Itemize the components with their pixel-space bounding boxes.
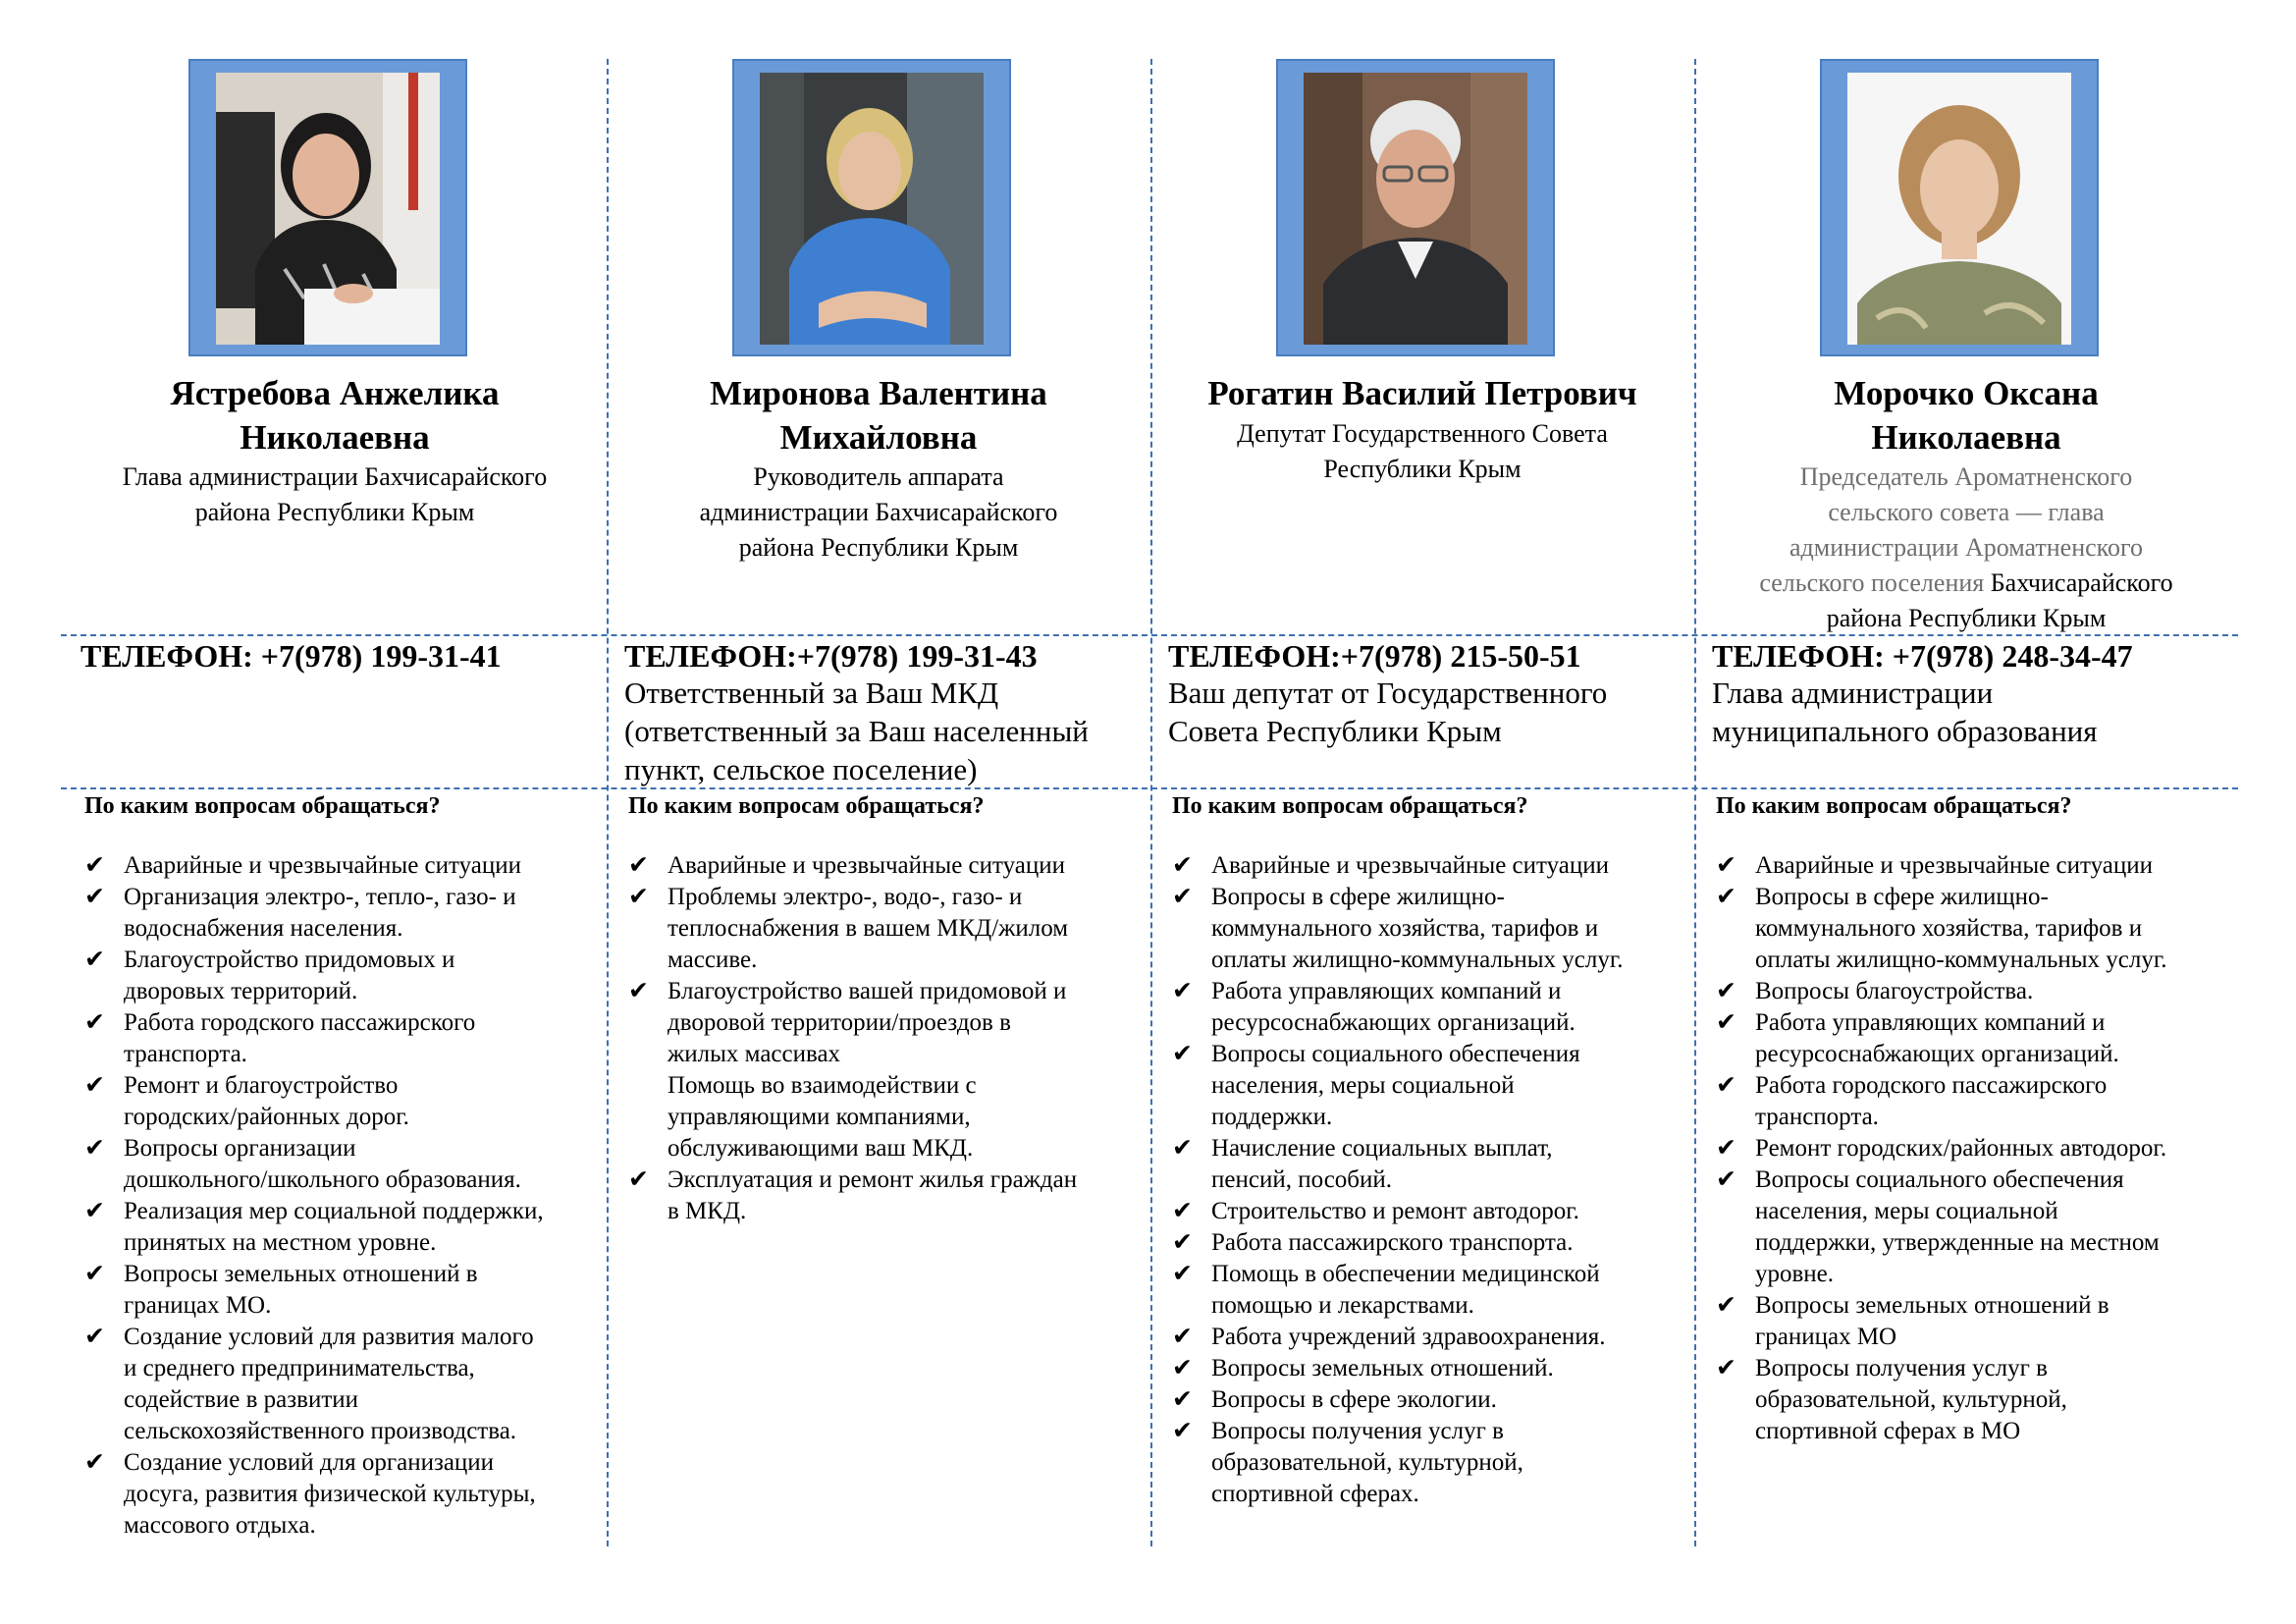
check-mark-icon: ✔: [1716, 884, 1736, 910]
list-item: ✔ Вопросы в сфере экологии.: [1172, 1384, 1684, 1416]
check-mark-icon: ✔: [628, 1166, 649, 1193]
check-mark-icon: ✔: [1716, 978, 1736, 1004]
check-mark-icon: ✔: [84, 947, 105, 973]
list-item: ✔ Вопросы получения услуг в образовательной, культурной, спортивной сферах.: [1172, 1418, 1523, 1507]
list-item: ✔ Аварийные и чрезвычайные ситуации: [84, 850, 597, 882]
column-divider-1: [607, 59, 609, 1546]
check-mark-icon: ✔: [1172, 1386, 1193, 1413]
person-title: Председатель Ароматненского сельского совета — глава администрации Ароматненского сельского поселения Бахчисарайского района Республики Крым: [1759, 462, 2173, 632]
check-mark-icon: ✔: [628, 884, 649, 910]
list-item: ✔ Начисление социальных выплат, пенсий, пособий.: [1172, 1135, 1553, 1193]
phone-number: ТЕЛЕФОН: +7(978) 199-31-41: [80, 638, 502, 674]
photo-frame: [732, 59, 1011, 356]
list-item: ✔ Строительство и ремонт автодорог.: [1172, 1196, 1684, 1227]
contact-card-4: [1698, 0, 2234, 1624]
person-name: Рогатин Василий Петрович: [1207, 374, 1637, 412]
list-item: ✔ Проблемы электро-, водо-, газо- и теплоснабжения в вашем МКД/жилом массиве.: [628, 884, 1069, 973]
check-mark-icon: ✔: [1172, 1324, 1193, 1350]
list-item: ✔ Эксплуатация и ремонт жилья граждан в МКД.: [628, 1166, 1078, 1224]
topics-list: [1172, 850, 1684, 1510]
check-mark-icon: ✔: [1172, 1198, 1193, 1224]
questions-heading: По каким вопросам обращаться?: [628, 793, 985, 819]
check-mark-icon: ✔: [84, 1449, 105, 1476]
check-mark-icon: ✔: [84, 1135, 105, 1162]
list-item: ✔ Вопросы социального обеспечения населения, меры социальной поддержки, утвержденные на местном уровне.: [1716, 1166, 2160, 1287]
portrait-photo: [1304, 73, 1527, 345]
check-mark-icon: ✔: [84, 1072, 105, 1099]
list-item: ✔ Аварийные и чрезвычайные ситуации: [1172, 850, 1684, 882]
check-mark-icon: ✔: [84, 852, 105, 879]
portrait-photo: [216, 73, 440, 345]
list-item: ✔ Ремонт и благоустройство городских/районных дорог.: [84, 1072, 409, 1130]
check-mark-icon: ✔: [1172, 1355, 1193, 1381]
check-mark-icon: ✔: [84, 884, 105, 910]
check-mark-icon: ✔: [1716, 1292, 1736, 1319]
check-mark-icon: ✔: [1172, 978, 1193, 1004]
responsibility-text: Глава администрации муниципального образования: [1712, 676, 2098, 748]
list-item: ✔ Вопросы земельных отношений в границах МО: [1716, 1292, 2109, 1350]
list-item: ✔ Аварийные и чрезвычайные ситуации: [628, 850, 1141, 882]
check-mark-icon: ✔: [1716, 1072, 1736, 1099]
list-item: ✔ Создание условий для развития малого и среднего предпринимательства, содействие в развитии сельскохозяйственного производства.: [84, 1324, 534, 1444]
list-item: ✔ Вопросы благоустройства.: [1716, 976, 2228, 1007]
photo-frame: [1820, 59, 2099, 356]
check-mark-icon: ✔: [1172, 1418, 1193, 1444]
list-item: ✔ Работа пассажирского транспорта.: [1172, 1227, 1684, 1259]
check-mark-icon: ✔: [1172, 1041, 1193, 1067]
list-item: ✔ Работа управляющих компаний и ресурсоснабжающих организаций.: [1716, 1009, 2119, 1067]
check-mark-icon: ✔: [1172, 1229, 1193, 1256]
person-title: Депутат Государственного Совета Республики Крым: [1237, 419, 1608, 483]
list-item: ✔ Работа городского пассажирского транспорта.: [1716, 1072, 2108, 1130]
person-name: Морочко Оксана Николаевна: [1834, 374, 2099, 457]
list-item: ✔ Вопросы организации дошкольного/школьного образования.: [84, 1135, 521, 1193]
check-mark-icon: ✔: [628, 978, 649, 1004]
portrait-photo: [760, 73, 984, 345]
list-item: ✔ Организация электро-, тепло-, газо- и водоснабжения населения.: [84, 884, 516, 942]
check-mark-icon: ✔: [84, 1009, 105, 1036]
phone-number: ТЕЛЕФОН:+7(978) 199-31-43: [624, 638, 1038, 674]
list-item: ✔ Благоустройство вашей придомовой и дворовой территории/проездов в жилых массивах Помощь во взаимодействии с управляющими компаниями, обслуживающими ваш МКД.: [628, 978, 1067, 1162]
questions-heading: По каким вопросам обращаться?: [1716, 793, 2072, 819]
list-item: ✔ Вопросы получения услуг в образовательной, культурной, спортивной сферах в МО: [1716, 1355, 2067, 1444]
column-divider-2: [1150, 59, 1152, 1546]
check-mark-icon: ✔: [1716, 1355, 1736, 1381]
list-item: ✔ Вопросы в сфере жилищно- коммунального хозяйства, тарифов и оплаты жилищно-коммунальных услуг.: [1172, 884, 1624, 973]
responsibility-text: Ваш депутат от Государственного Совета Республики Крым: [1168, 676, 1608, 748]
list-item: ✔ Создание условий для организации досуга, развития физической культуры, массового отдыха.: [84, 1449, 536, 1539]
check-mark-icon: ✔: [1716, 852, 1736, 879]
person-title: Руководитель аппарата администрации Бахчисарайского района Республики Крым: [699, 462, 1058, 562]
responsibility-text: Ответственный за Ваш МКД (ответственный за Ваш населенный пункт, сельское поселение): [624, 676, 1089, 786]
list-item: ✔ Работа городского пассажирского транспорта.: [84, 1009, 476, 1067]
check-mark-icon: ✔: [1172, 852, 1193, 879]
check-mark-icon: ✔: [628, 852, 649, 879]
check-mark-icon: ✔: [1172, 884, 1193, 910]
check-mark-icon: ✔: [84, 1324, 105, 1350]
list-item: ✔ Работа управляющих компаний и ресурсоснабжающих организаций.: [1172, 978, 1575, 1036]
check-mark-icon: ✔: [84, 1261, 105, 1287]
check-mark-icon: ✔: [1716, 1166, 1736, 1193]
check-mark-icon: ✔: [1716, 1135, 1736, 1162]
phone-number: ТЕЛЕФОН:+7(978) 215-50-51: [1168, 638, 1581, 674]
list-item: ✔ Аварийные и чрезвычайные ситуации: [1716, 850, 2228, 882]
photo-frame: [188, 59, 467, 356]
topics-list: [84, 850, 597, 1542]
list-item: ✔ Помощь в обеспечении медицинской помощью и лекарствами.: [1172, 1261, 1600, 1319]
list-item: ✔ Вопросы земельных отношений.: [1172, 1353, 1684, 1384]
contact-card-3: [1154, 0, 1690, 1624]
check-mark-icon: ✔: [1716, 1009, 1736, 1036]
topics-list: [628, 850, 1141, 1227]
topics-list: [1716, 850, 2228, 1447]
portrait-photo: [1847, 73, 2071, 345]
list-item: ✔ Благоустройство придомовых и дворовых территорий.: [84, 947, 455, 1004]
check-mark-icon: ✔: [1172, 1135, 1193, 1162]
person-name: Миронова Валентина Михайловна: [710, 374, 1047, 457]
contact-card-2: [611, 0, 1147, 1624]
check-mark-icon: ✔: [1172, 1261, 1193, 1287]
phone-number: ТЕЛЕФОН: +7(978) 248-34-47: [1712, 638, 2133, 674]
questions-heading: По каким вопросам обращаться?: [1172, 793, 1528, 819]
list-item: ✔ Ремонт городских/районных автодорог.: [1716, 1133, 2228, 1164]
contact-card-1: [67, 0, 603, 1624]
person-title: Глава администрации Бахчисарайского района Республики Крым: [122, 462, 548, 526]
list-item: ✔ Вопросы земельных отношений в границах МО.: [84, 1261, 478, 1319]
person-name: Ястребова Анжелика Николаевна: [170, 374, 500, 457]
list-item: ✔ Вопросы социального обеспечения населения, меры социальной поддержки.: [1172, 1041, 1580, 1130]
list-item: ✔ Реализация мер социальной поддержки, принятых на местном уровне.: [84, 1198, 544, 1256]
list-item: ✔ Работа учреждений здравоохранения.: [1172, 1322, 1684, 1353]
questions-heading: По каким вопросам обращаться?: [84, 793, 441, 819]
photo-frame: [1276, 59, 1555, 356]
list-item: ✔ Вопросы в сфере жилищно- коммунального хозяйства, тарифов и оплаты жилищно-коммунальных услуг.: [1716, 884, 2167, 973]
check-mark-icon: ✔: [84, 1198, 105, 1224]
column-divider-3: [1694, 59, 1696, 1546]
